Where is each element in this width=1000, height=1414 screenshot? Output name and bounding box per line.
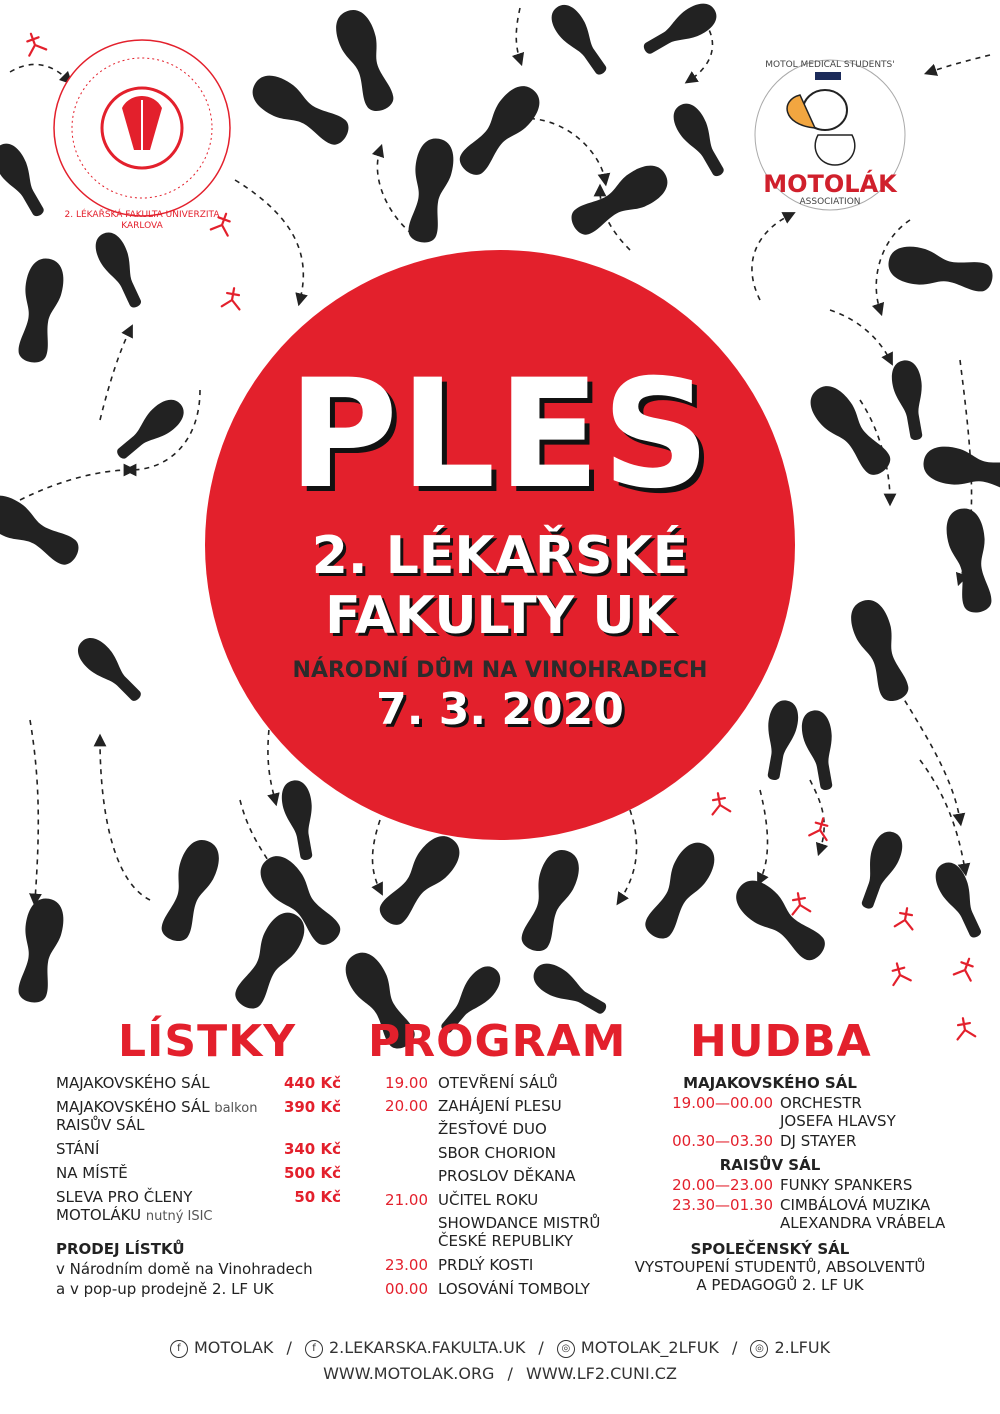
footer-separator: / (286, 1338, 292, 1357)
ticket-price: 340 Kč (283, 1140, 341, 1158)
ticket-note: balkon (214, 1101, 258, 1116)
program-item: ŽESŤOVÉ DUO (438, 1120, 547, 1138)
program-time: 00.00 (385, 1280, 428, 1298)
program-time: 20.00 (385, 1097, 428, 1115)
ticket-row (56, 1074, 210, 1092)
footer-separator: / (731, 1338, 738, 1357)
ticket-label: MAJAKOVSKÉHO SÁL (56, 1074, 210, 1092)
ticket-row (56, 1206, 213, 1226)
sale-title: PRODEJ LÍSTKŮ (56, 1240, 185, 1258)
ticket-row (56, 1188, 192, 1206)
hudba-title: HUDBA (690, 1016, 872, 1067)
music-item: JOSEFA HLAVSY (780, 1112, 896, 1130)
listky-title: LÍSTKY (118, 1016, 297, 1067)
ticket-label: NA MÍSTĚ (56, 1164, 128, 1182)
ticket-price: 500 Kč (283, 1164, 341, 1182)
lf2-logo (52, 210, 232, 232)
motolak-logo-bottom-text: ASSOCIATION (799, 197, 861, 207)
program-time: 21.00 (385, 1191, 428, 1209)
music-item: CIMBÁLOVÁ MUZIKA (780, 1196, 931, 1214)
hall-name: MAJAKOVSKÉHO SÁL (683, 1074, 857, 1092)
music-item: ORCHESTR (780, 1094, 862, 1112)
program-item: PRDLÝ KOSTI (438, 1256, 534, 1274)
program-item: PROSLOV DĚKANA (438, 1167, 576, 1185)
ticket-label: SLEVA PRO ČLENY (56, 1188, 193, 1206)
program-item: ČESKÉ REPUBLIKY (438, 1232, 574, 1250)
ticket-price: 390 Kč (283, 1098, 341, 1116)
web-links (0, 1364, 1000, 1384)
social-links (0, 1338, 1000, 1358)
lf2-logo-text: 2. LÉKAŘSKÁ FAKULTA UNIVERZITA KARLOVA (64, 210, 220, 231)
hall-name: SPOLEČENSKÝ SÁL (690, 1240, 850, 1258)
ticket-row (56, 1164, 128, 1182)
instagram-icon: ◎ (557, 1340, 575, 1358)
footer-separator: / (507, 1364, 513, 1383)
hero-title: PLES (287, 348, 712, 522)
hall-name: RAISŮV SÁL (719, 1156, 821, 1174)
program-item: SBOR CHORION (438, 1144, 556, 1162)
ticket-label: STÁNÍ (56, 1140, 100, 1158)
program-item: OTEVŘENÍ SÁLŮ (438, 1074, 558, 1092)
ticket-price: 440 Kč (283, 1074, 341, 1092)
motolak-logo-name: MOTOLÁK (763, 170, 897, 198)
social-link-instagram-lf2[interactable]: ◎ 2.LFUK (750, 1338, 830, 1357)
ticket-label: RAISŮV SÁL (56, 1116, 145, 1134)
music-time: 19.00—00.00 (672, 1094, 773, 1112)
hero-line-2: FAKULTY UK (325, 586, 675, 646)
sale-line: v Národním domě na Vinohradech (56, 1260, 313, 1278)
sale-line: a v pop-up prodejně 2. LF UK (56, 1280, 274, 1298)
music-item: VYSTOUPENÍ STUDENTŮ, ABSOLVENTŮ (634, 1258, 926, 1276)
hero-date: 7. 3. 2020 (376, 684, 624, 735)
program-time: 23.00 (385, 1256, 428, 1274)
instagram-icon: ◎ (750, 1340, 768, 1358)
motolak-logo (755, 60, 905, 208)
program-item: LOSOVÁNÍ TOMBOLY (438, 1280, 590, 1298)
music-item: ALEXANDRA VRÁBELA (780, 1214, 946, 1232)
music-item: A PEDAGOGŮ 2. LF UK (696, 1276, 864, 1294)
ticket-label: MOTOLÁKU (56, 1206, 142, 1224)
ticket-price: 50 Kč (294, 1188, 341, 1206)
music-item: DJ STAYER (780, 1132, 857, 1150)
web-link-motolak[interactable]: WWW.MOTOLAK.ORG (323, 1364, 495, 1383)
footer-separator: / (538, 1338, 544, 1357)
facebook-icon: f (305, 1340, 323, 1358)
motolak-logo-top-text: MOTOL MEDICAL STUDENTS' (765, 60, 895, 70)
program-item: ZAHÁJENÍ PLESU (438, 1097, 562, 1115)
hero-venue: NÁRODNÍ DŮM NA VINOHRADECH (292, 658, 708, 683)
ticket-note: nutný ISIC (145, 1209, 213, 1224)
program-title: PROGRAM (368, 1016, 627, 1067)
ticket-row (56, 1116, 144, 1134)
web-link-lf2[interactable]: WWW.LF2.CUNI.CZ (526, 1364, 677, 1383)
social-link-facebook-lf2[interactable]: f 2.LEKARSKA.FAKULTA.UK (305, 1338, 530, 1357)
social-link-instagram-motolak[interactable]: ◎ MOTOLAK_2LFUK (557, 1338, 724, 1357)
ticket-label: MAJAKOVSKÉHO SÁL (56, 1098, 210, 1116)
program-item: SHOWDANCE MISTRŮ (438, 1214, 601, 1232)
facebook-icon: f (170, 1340, 188, 1358)
program-time: 19.00 (385, 1074, 428, 1092)
lf2-logo-graphic (54, 40, 230, 216)
hero-line-1: 2. LÉKAŘSKÉ (311, 526, 689, 586)
program-item: UČITEL ROKU (438, 1191, 539, 1209)
ticket-row (56, 1098, 257, 1118)
social-link-facebook-motolak[interactable]: f MOTOLAK (170, 1338, 279, 1357)
music-time: 23.30—01.30 (672, 1196, 773, 1214)
music-time: 00.30—03.30 (672, 1132, 773, 1150)
music-item: FUNKY SPANKERS (780, 1176, 913, 1194)
music-time: 20.00—23.00 (672, 1176, 773, 1194)
ticket-row (56, 1140, 99, 1158)
